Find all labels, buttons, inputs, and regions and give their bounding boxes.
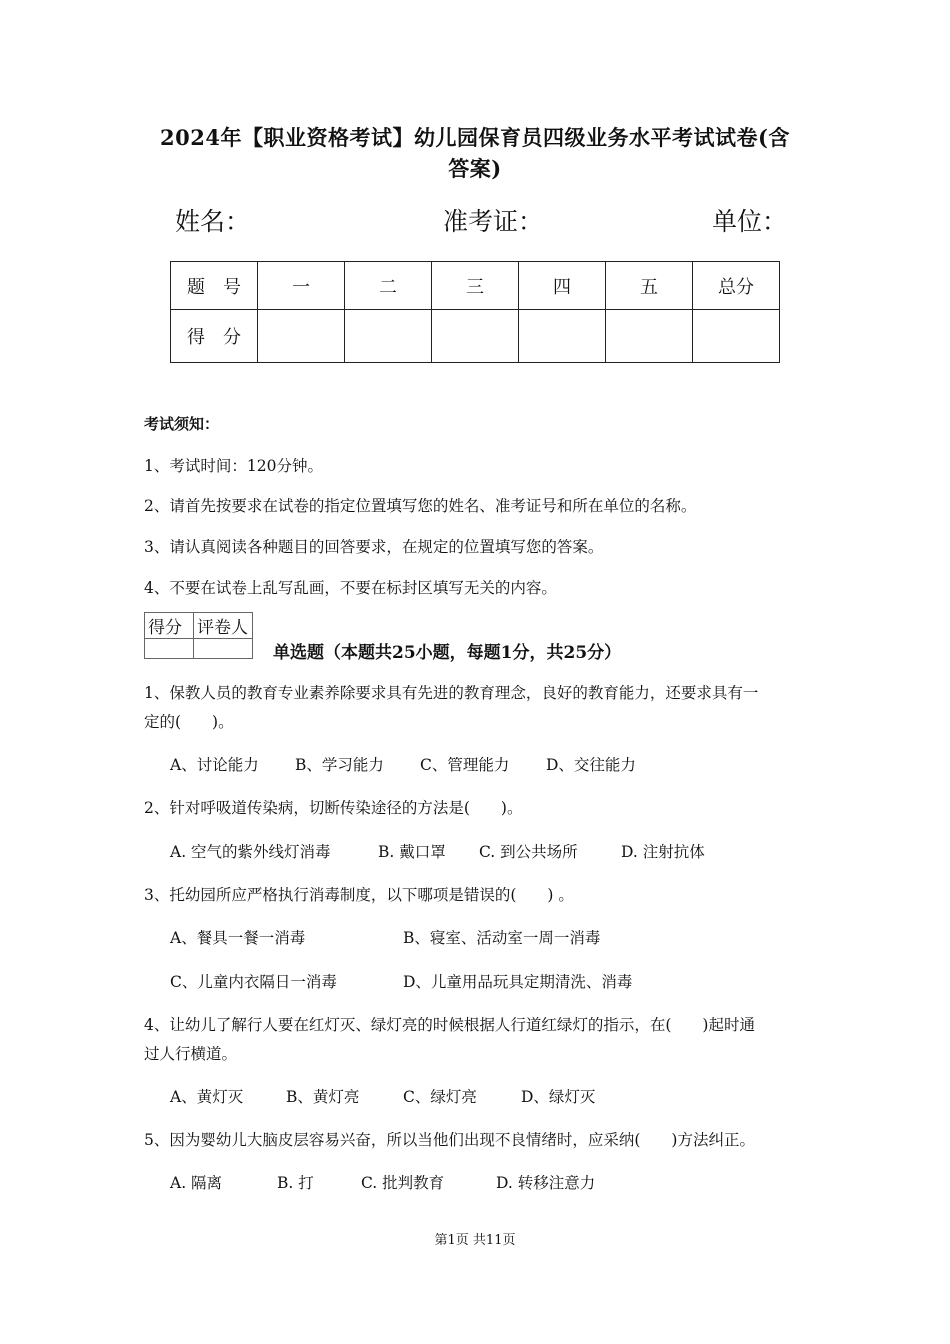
section-heading: 单选题（本题共25小题，每题1分，共25分）	[273, 643, 622, 663]
question-3-option-c: C、儿童内衣隔日一消毒	[170, 973, 337, 991]
exam-id-field-label: 准考证：	[443, 207, 544, 236]
score-table-score-row	[171, 310, 780, 363]
page-title: 2024年【职业资格考试】幼儿园保育员四级业务水平考试试卷(含	[160, 125, 790, 150]
question-3-option-d: D、儿童用品玩具定期清洗、消毒	[403, 973, 633, 991]
question-5-stem: 5、因为婴幼儿大脑皮层容易兴奋，所以当他们出现不良情绪时，应采纳( )方法纠正。	[144, 1131, 755, 1149]
question-5-option-b: B. 打	[277, 1174, 314, 1192]
question-4-option-b: B、黄灯亮	[286, 1088, 360, 1106]
grader-score-label: 得分	[145, 613, 194, 639]
question-4-stem-cont: 过人行横道。	[144, 1045, 238, 1063]
question-1-option-d: D、交往能力	[546, 756, 636, 774]
question-4-stem: 4、让幼儿了解行人要在红灯灭、绿灯亮的时候根据人行道红绿灯的指示，在( )起时通	[144, 1016, 755, 1034]
grader-score-cell	[145, 639, 194, 659]
header-part-5: 五	[606, 262, 693, 310]
page-title-line2: 答案)	[448, 156, 502, 181]
notice-title: 考试须知：	[144, 415, 220, 433]
score-table	[170, 261, 780, 363]
question-4-option-c: C、绿灯亮	[403, 1088, 477, 1106]
question-1-option-b: B、学习能力	[295, 756, 384, 774]
question-1-stem: 1、保教人员的教育专业素养除要求具有先进的教育理念，良好的教育能力，还要求具有一	[144, 684, 759, 702]
question-2-option-b: B. 戴口罩	[378, 843, 446, 861]
header-total: 总分	[693, 262, 780, 310]
page-number: 第1页 共11页	[434, 1233, 516, 1248]
grader-name-cell	[194, 639, 253, 659]
score-cell	[606, 310, 693, 363]
row-label-score: 得 分	[171, 310, 258, 363]
unit-field-label: 单位：	[712, 207, 788, 236]
question-4-option-a: A、黄灯灭	[170, 1088, 244, 1106]
header-question-number: 题 号	[171, 262, 258, 310]
question-1-option-c: C、管理能力	[420, 756, 510, 774]
header-part-2: 二	[345, 262, 432, 310]
question-2-option-c: C. 到公共场所	[479, 843, 578, 861]
question-3-stem: 3、托幼园所应严格执行消毒制度，以下哪项是错误的( ) 。	[144, 886, 574, 904]
question-2-option-d: D. 注射抗体	[621, 843, 705, 861]
question-1-option-a: A、讨论能力	[170, 756, 259, 774]
question-2-option-a: A. 空气的紫外线灯消毒	[170, 843, 331, 861]
question-5-option-c: C. 批判教育	[361, 1174, 445, 1192]
question-1-stem-cont: 定的( )。	[144, 713, 234, 731]
question-3-option-b: B、寝室、活动室一周一消毒	[403, 929, 601, 947]
notice-item: 3、请认真阅读各种题目的回答要求，在规定的位置填写您的答案。	[144, 538, 604, 556]
score-cell	[693, 310, 780, 363]
notice-item: 4、不要在试卷上乱写乱画，不要在标封区填写无关的内容。	[144, 579, 557, 597]
header-part-1: 一	[258, 262, 345, 310]
question-5-option-a: A. 隔离	[170, 1174, 223, 1192]
name-field-label: 姓名：	[175, 207, 251, 236]
header-part-3: 三	[432, 262, 519, 310]
notice-item: 1、考试时间：120分钟。	[144, 457, 323, 475]
score-cell	[258, 310, 345, 363]
notice-item: 2、请首先按要求在试卷的指定位置填写您的姓名、准考证号和所在单位的名称。	[144, 497, 697, 515]
grader-name-label: 评卷人	[194, 613, 253, 639]
score-cell	[345, 310, 432, 363]
header-part-4: 四	[519, 262, 606, 310]
score-cell	[519, 310, 606, 363]
score-table-header-row	[171, 262, 780, 310]
question-4-option-d: D、绿灯灭	[521, 1088, 596, 1106]
question-2-stem: 2、针对呼吸道传染病，切断传染途径的方法是( )。	[144, 799, 523, 817]
question-5-option-d: D. 转移注意力	[496, 1174, 596, 1192]
score-cell	[432, 310, 519, 363]
grader-box	[144, 612, 253, 659]
question-3-option-a: A、餐具一餐一消毒	[170, 929, 306, 947]
